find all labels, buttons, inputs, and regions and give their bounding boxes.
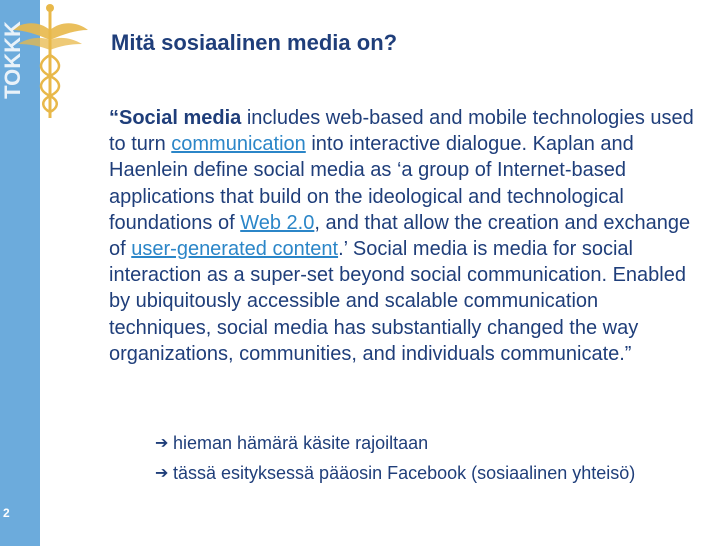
quote-paragraph: [109, 105, 704, 367]
quote-text-1: includes web-based and mobile technologies used to turn: [109, 107, 694, 156]
arrow-right-icon: ➔: [155, 435, 169, 452]
quote-text-2: into interactive dialogue. Kaplan and Haenlein define social media as ‘a group of Internet-based applications that build on the ideological and technological foundations of: [109, 133, 634, 234]
logo-text: TOKKK: [0, 21, 25, 99]
slide-title: Mitä sosiaalinen media on?: [111, 30, 398, 55]
quote-text-3: , and that allow the creation and exchange of: [109, 211, 691, 261]
web20-link[interactable]: Web 2.0: [240, 211, 315, 234]
bullet-item: [155, 462, 675, 485]
bullet-item: [155, 432, 675, 455]
arrow-right-icon: ➔: [155, 465, 169, 482]
user-generated-content-link[interactable]: user-generated content: [131, 238, 339, 261]
bullet-text: tässä esityksessä pääosin Facebook (sosiaalinen yhteisö): [173, 463, 636, 483]
caduceus-logo-icon: [0, 0, 90, 120]
quote-open-mark: “: [109, 107, 119, 129]
communication-link[interactable]: communication: [171, 133, 306, 156]
bullet-list: [155, 432, 675, 492]
quote-lead-bold: Social media: [119, 107, 242, 129]
page-number: 2: [3, 506, 10, 520]
quote-text-4: .’ Social media is media for social interaction as a super-set beyond social communication. Enabled by ubiquitously accessible and scalable communication techniques, social media has substantially changed the way organizations, communities, and individuals communicate.”: [109, 238, 686, 365]
bullet-text: hieman hämärä käsite rajoiltaan: [173, 433, 429, 453]
